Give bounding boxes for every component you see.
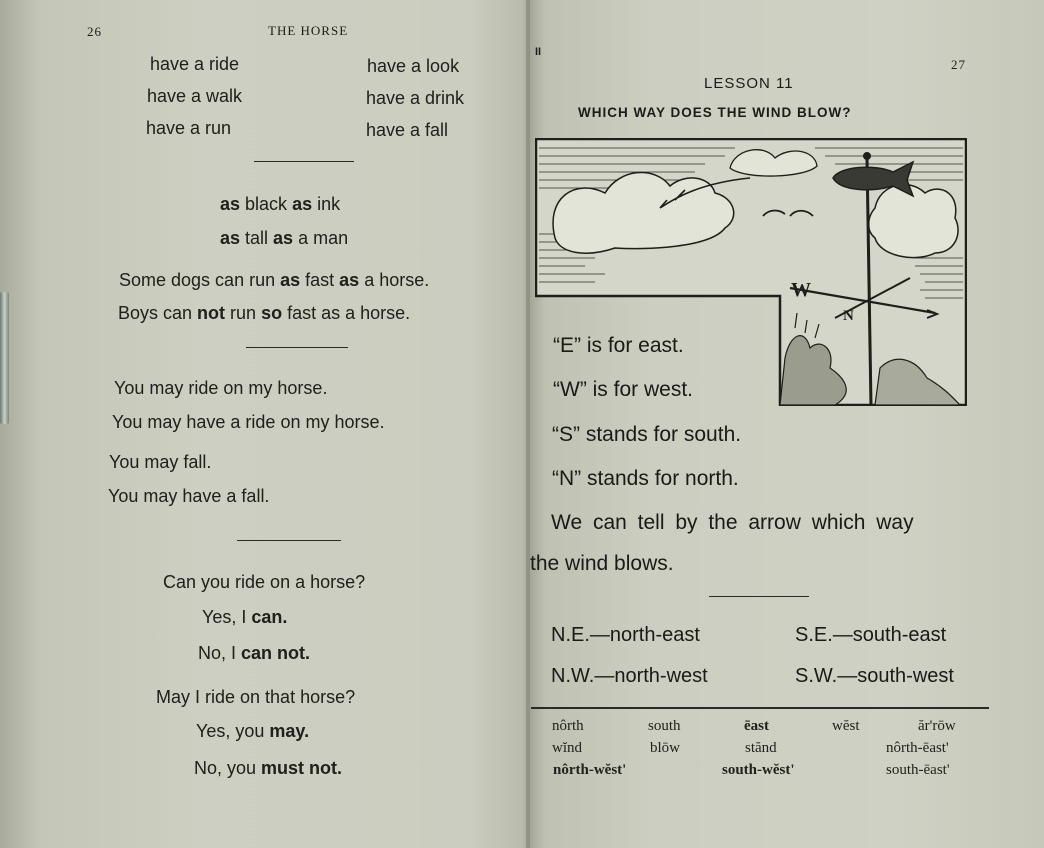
vocab-word: south-ēast': [886, 762, 950, 778]
may-line: You may fall.: [109, 452, 212, 472]
weather-vane-illustration: [535, 138, 967, 406]
vocab-word: nôrth-ēast': [886, 740, 949, 756]
answer-yes: Yes, I can.: [202, 607, 288, 627]
vocab-word: nôrth-wĕst': [553, 762, 627, 778]
vocab-word: ăr'rōw: [918, 718, 956, 734]
vocab-word: ēast: [744, 718, 769, 734]
section-divider: [237, 540, 341, 541]
section-divider: [254, 161, 354, 162]
vocab-word: stănd: [745, 740, 777, 756]
phrase: have a fall: [366, 120, 449, 140]
comparison-line: as black as ink: [220, 194, 341, 214]
question: May I ride on that horse?: [156, 687, 356, 707]
may-line: You may have a ride on my horse.: [112, 412, 385, 432]
phrase: have a ride: [150, 54, 240, 74]
vane-letter-n: N: [843, 308, 854, 324]
vane-letter-w: W: [791, 279, 811, 301]
lesson-title: WHICH WAY DOES THE WIND BLOW?: [578, 105, 852, 120]
abbreviation: N.W.—north-west: [551, 665, 708, 687]
abbreviation: S.W.—south-west: [795, 665, 954, 687]
vocab-rule: [531, 707, 989, 709]
vocab-word: wĭnd: [552, 740, 582, 756]
comparison-line: as tall as a man: [220, 228, 349, 248]
text-line: the wind blows.: [530, 552, 674, 575]
comparison-line: Boys can not run so fast as a horse.: [118, 303, 411, 323]
vocab-word: south: [648, 718, 681, 734]
phrase: have a drink: [366, 88, 465, 108]
vocab-word: blōw: [650, 740, 680, 756]
text-line: “N” stands for north.: [552, 467, 739, 490]
section-divider: [246, 347, 348, 348]
abbreviation: S.E.—south-east: [795, 624, 947, 646]
vocab-word: nôrth: [552, 718, 584, 734]
signature-mark: II: [535, 46, 542, 58]
abbreviation: N.E.—north-east: [551, 624, 700, 646]
lesson-heading: LESSON 11: [704, 75, 794, 92]
answer-no: No, I can not.: [198, 643, 311, 663]
may-line: You may have a fall.: [108, 486, 270, 506]
binder-clip: [0, 292, 9, 424]
right-page-number: 27: [951, 57, 966, 72]
may-line: You may ride on my horse.: [114, 378, 328, 398]
text-line: “E” is for east.: [553, 334, 684, 357]
phrase: have a run: [146, 118, 232, 138]
phrase: have a look: [367, 56, 460, 76]
comparison-line: Some dogs can run as fast as a horse.: [119, 270, 430, 290]
running-head: THE HORSE: [268, 23, 349, 38]
phrase: have a walk: [147, 86, 243, 106]
text-line: We can tell by the arrow which way: [551, 511, 914, 534]
book-gutter: [526, 0, 530, 848]
text-line: “W” is for west.: [553, 378, 693, 401]
section-divider: [709, 596, 809, 597]
answer-yes: Yes, you may.: [196, 721, 310, 741]
question: Can you ride on a horse?: [163, 572, 366, 592]
answer-no: No, you must not.: [194, 758, 343, 778]
text-line: “S” stands for south.: [552, 423, 742, 446]
left-page-number: 26: [87, 24, 102, 39]
vocab-word: wĕst: [832, 718, 860, 734]
vocab-word: south-wĕst': [722, 762, 795, 778]
